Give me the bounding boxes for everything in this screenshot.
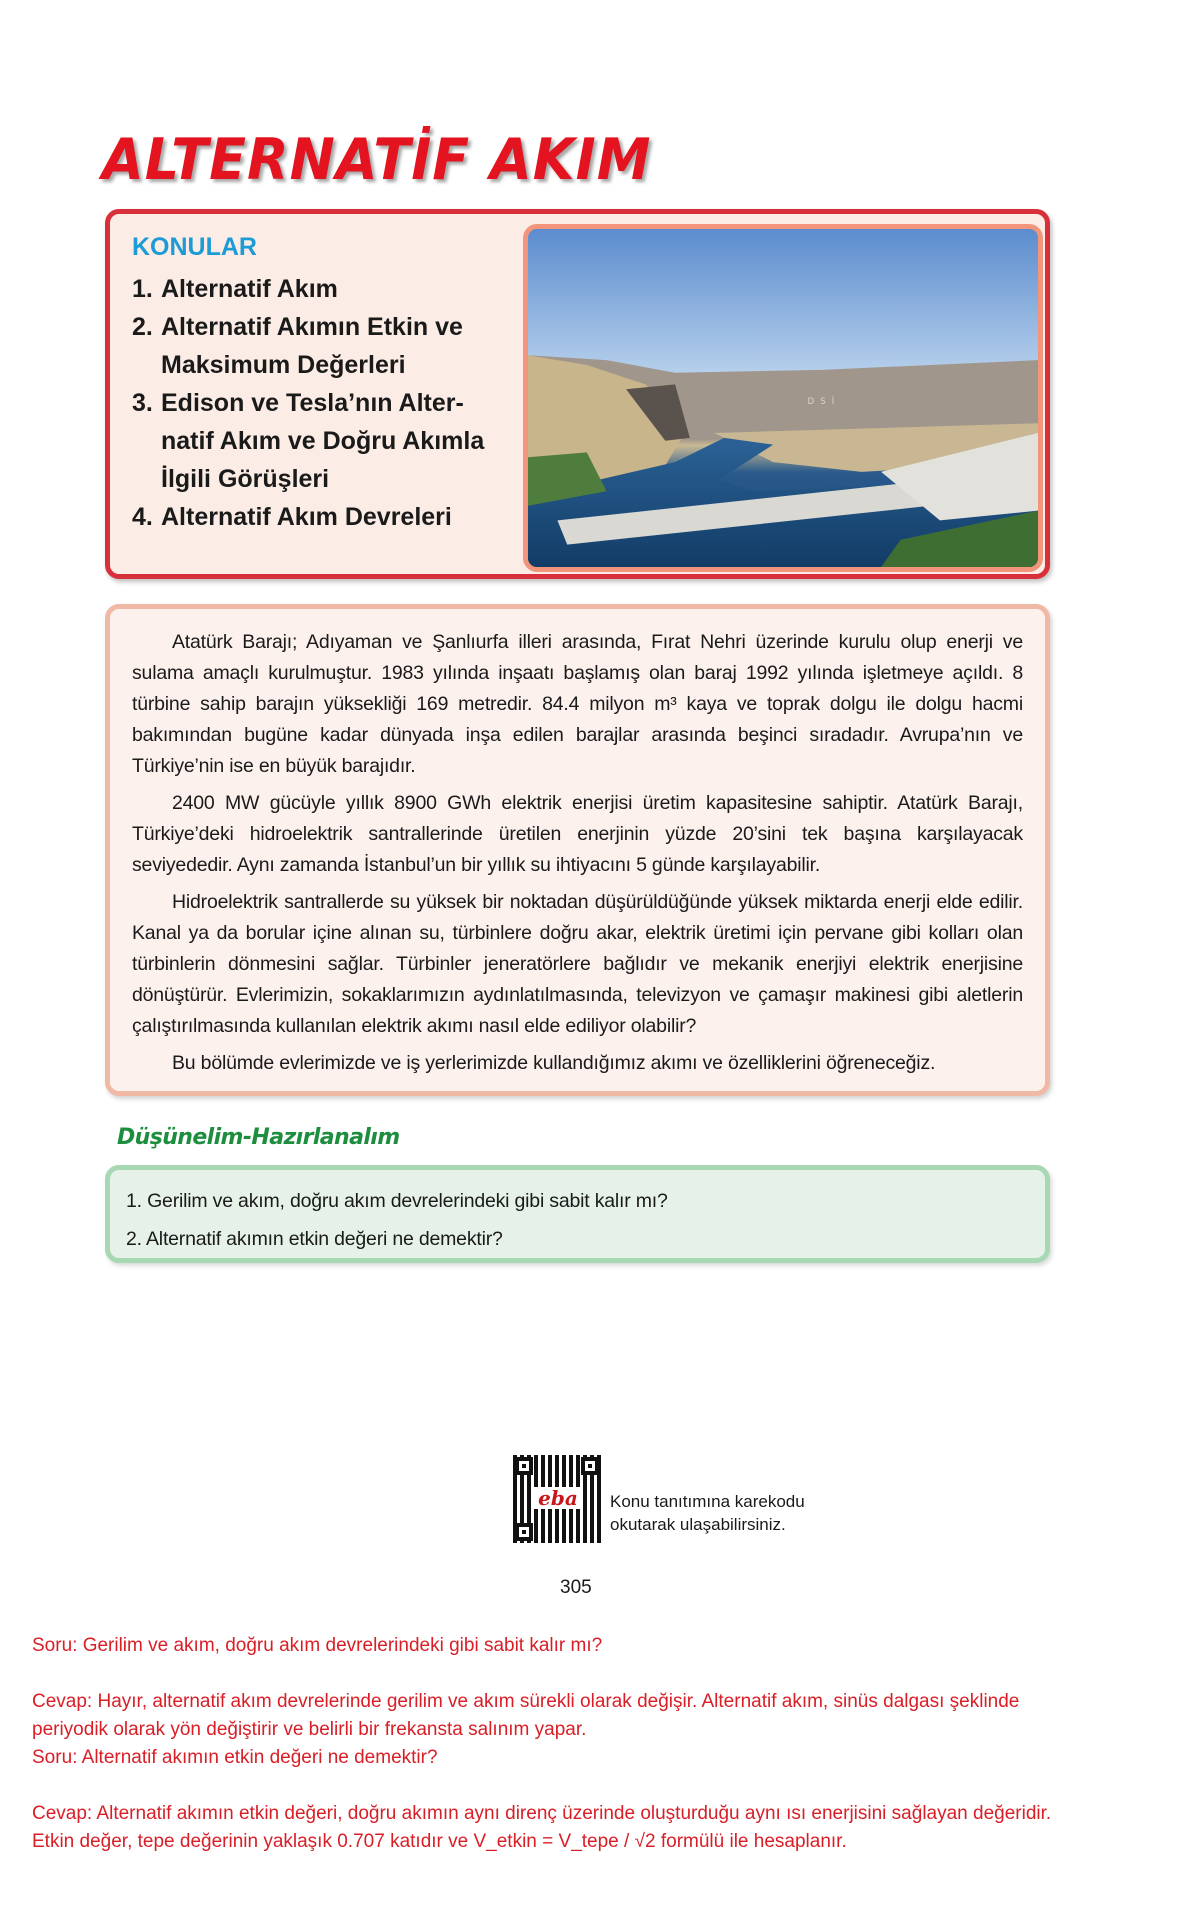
question-item: 2. Alternatif akımın etkin değeri ne demektir? [126, 1228, 503, 1250]
think-prepare-title: Düşünelim-Hazırlanalım [117, 1125, 400, 1150]
qr-code[interactable] [513, 1455, 601, 1543]
intro-text-box [105, 604, 1050, 1096]
answer-2-line-1: Cevap: Alternatif akımın etkin değeri, doğru akımın aynı direnç üzerinde oluşturduğu aynı ısı enerjisini sağlayan değeridir. [32, 1803, 1052, 1824]
topic-item [132, 384, 506, 498]
answer-question-2: Soru: Alternatif akımın etkin değeri ne demektir? [32, 1747, 438, 1768]
eba-logo-icon: eba [533, 1487, 583, 1509]
page-number: 305 [560, 1577, 592, 1598]
dam-photo [523, 224, 1043, 572]
intro-paragraph: Hidroelektrik santrallerde su yüksek bir noktadan düşürüldüğünde yüksek miktarda enerji elde edilir. Kanal ya da borular içine alınan su, türbinlere doğru akar, elektrik üretimi için pervane gibi kolları olan türbinlerin dönmesini sağlar. Türbinler jeneratörlere bağlıdır ve mekanik enerjiyi elektrik enerjisine dönüştürür. Evlerimizin, sokaklarımızın aydınlatılmasında, televizyon ve çamaşır makinesi gibi aletlerin çalıştırılmasında kullanılan elektrik akımı nasıl elde ediliyor olabilir? [132, 891, 1023, 1037]
qr-caption-line: okutarak ulaşabilirsiniz. [610, 1515, 786, 1534]
topic-number: 1. [132, 275, 153, 303]
topic-item [132, 270, 506, 308]
dam-landscape-illustration [528, 229, 1038, 567]
topics-list [132, 270, 506, 536]
topic-label: Alternatif Akım Devreleri [161, 503, 452, 531]
answer-question-1: Soru: Gerilim ve akım, doğru akım devrelerindeki gibi sabit kalır mı? [32, 1635, 603, 1656]
topic-number: 4. [132, 503, 153, 531]
qr-caption [610, 1490, 805, 1536]
topic-label: Alternatif Akım [161, 275, 338, 303]
intro-paragraph: Bu bölümde evlerimizde ve iş yerlerimizde kullandığımız akımı ve özelliklerini öğreneceğiz. [172, 1052, 936, 1074]
think-prepare-box [105, 1165, 1050, 1263]
qr-finder-icon [581, 1457, 599, 1475]
topic-number: 2. [132, 313, 153, 341]
svg-text:DSİ: DSİ [807, 396, 841, 407]
answer-2-line-2: Etkin değer, tepe değerinin yaklaşık 0.707 katıdır ve V_etkin = V_tepe / √2 formülü ile hesaplanır. [32, 1831, 847, 1852]
topics-box [105, 209, 1050, 579]
topic-number: 3. [132, 389, 153, 417]
topic-label: Alternatif Akımın Etkin ve Maksimum Değerleri [161, 313, 463, 379]
qr-finder-icon [515, 1523, 533, 1541]
intro-paragraph: Atatürk Barajı; Adıyaman ve Şanlıurfa illeri arasında, Fırat Nehri üzerinde kurulu olup enerji ve sulama amaçlı kurulmuştur. 1983 yılında inşaatı başlamış olan baraj 1992 yılında işletmeye açıldı. 8 türbine sahip barajın yüksekliği 169 metredir. 84.4 milyon m³ kaya ve toprak dolgu ile dolgu hacmi bakımından bugüne kadar dünyada inşa edilen barajlar arasında beşinci sıradadır. Avrupa’nın ve Türkiye’nin ise en büyük barajıdır. [132, 631, 1023, 777]
topic-label: Edison ve Tesla’nın Alter-natif Akım ve Doğru Akımla İlgili Görüşleri [161, 389, 485, 493]
qr-finder-icon [515, 1457, 533, 1475]
answer-1-line-2: periyodik olarak yön değiştirir ve belirli bir frekansta salınım yapar. [32, 1719, 587, 1740]
topic-item [132, 308, 506, 384]
question-item: 1. Gerilim ve akım, doğru akım devrelerindeki gibi sabit kalır mı? [126, 1190, 668, 1212]
intro-paragraph: 2400 MW gücüyle yıllık 8900 GWh elektrik enerjisi üretim kapasitesine sahiptir. Atatürk Barajı, Türkiye’deki hidroelektrik santrallerinde üretilen enerjinin yüzde 20’sini tek başına karşılayacak seviyededir. Aynı zamanda İstanbul’un bir yıllık su ihtiyacını 5 günde karşılayabilir. [132, 792, 1023, 876]
answer-1-line-1: Cevap: Hayır, alternatif akım devrelerinde gerilim ve akım sürekli olarak değişir. Alternatif akım, sinüs dalgası şeklinde [32, 1691, 1020, 1712]
topic-item [132, 498, 506, 536]
qr-caption-line: Konu tanıtımına karekodu [610, 1492, 805, 1511]
topics-heading: KONULAR [132, 233, 257, 261]
page-title: ALTERNATİF AKIM [102, 126, 652, 193]
